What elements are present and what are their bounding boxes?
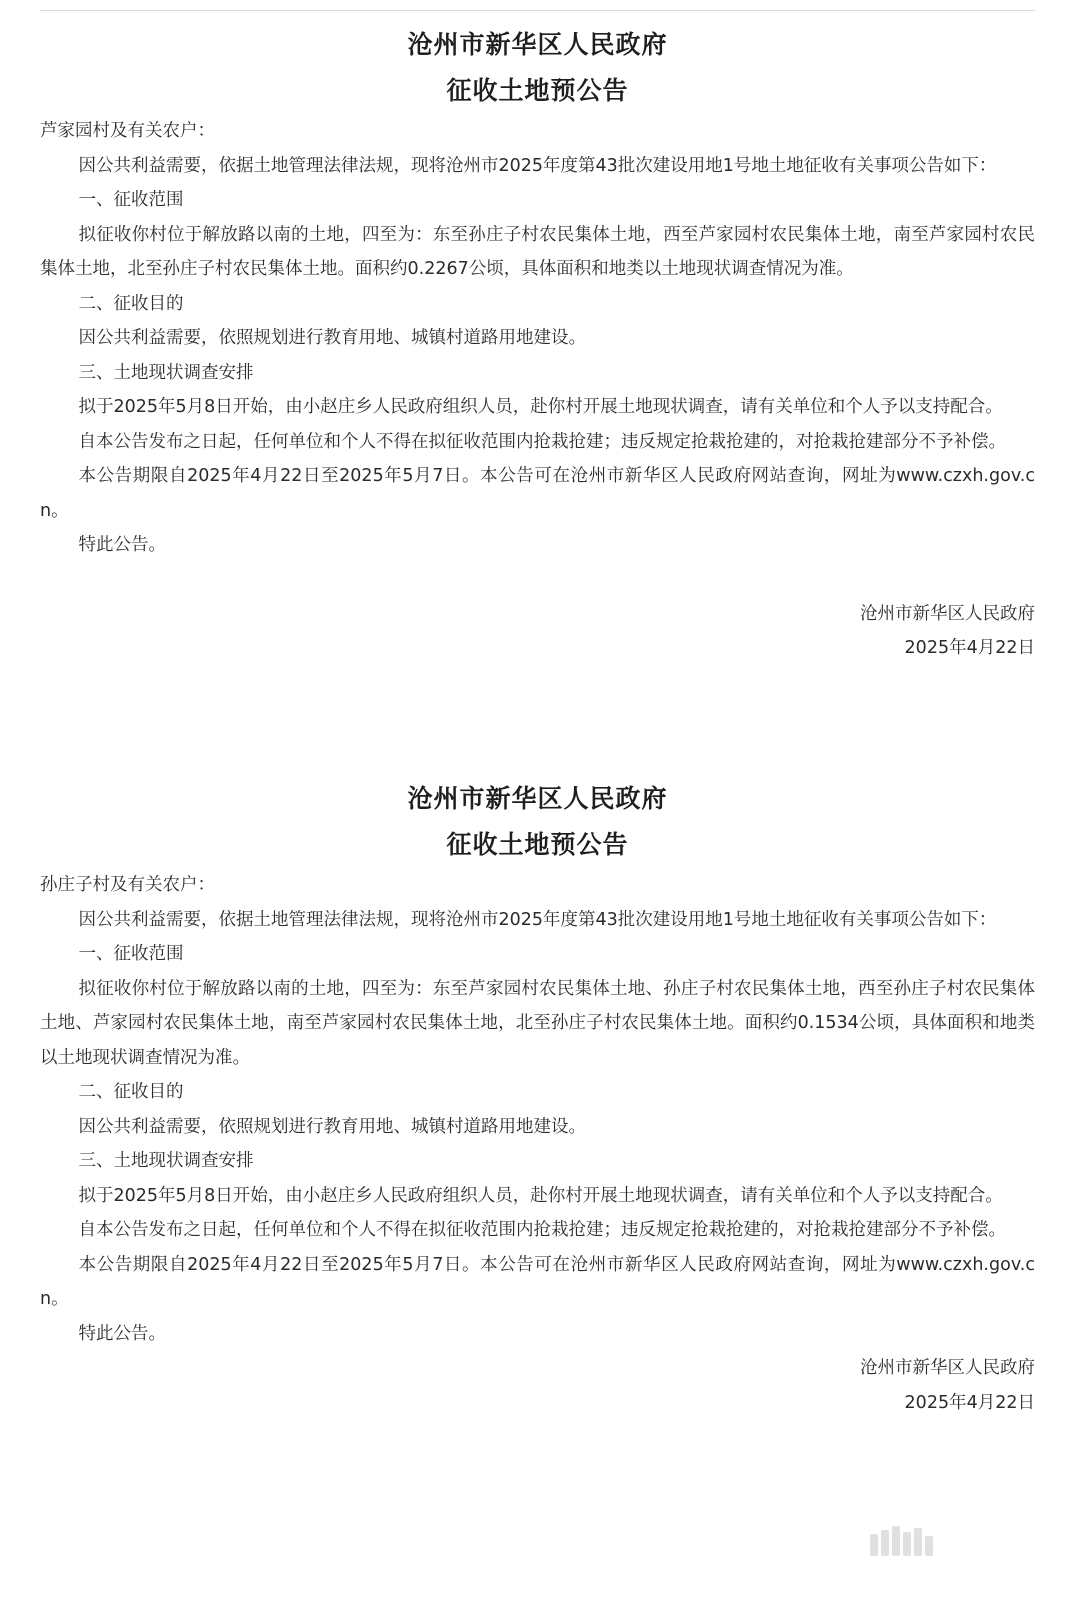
notice-closing: 特此公告。 [78,1323,166,1344]
notice-title-subject: 征收土地预公告 [446,76,629,105]
notice-title-subject: 征收土地预公告 [446,830,629,859]
top-divider [40,10,1035,11]
section-text-scope: 拟征收你村位于解放路以南的土地，四至为：东至孙庄子村农民集体土地，西至芦家园村农民集体土地，南至芦家园村农民集体土地，北至孙庄子村农民集体土地。面积约0.2267公顷，具体面积和地类以土地现状调查情况为准。 [40,224,1035,279]
notice-signer: 沧州市新华区人民政府 [860,603,1035,624]
notice-addressee: 芦家园村及有关农户： [40,121,215,141]
notice-closing: 特此公告。 [78,535,166,555]
notice-period: 本公告期限自2025年4月22日至2025年5月7日。本公告可在沧州市新华区人民政府网站查询，网址为www.czxh.gov.cn。 [40,466,1035,521]
section-heading-purpose: 二、征收目的 [78,293,184,314]
section-heading-survey: 三、土地现状调查安排 [78,362,254,383]
section-heading-survey: 三、土地现状调查安排 [78,1151,254,1171]
notice-prohibition: 自本公告发布之日起，任何单位和个人不得在拟征收范围内抢栽抢建；违反规定抢栽抢建的，对抢栽抢建部分不予补偿。 [78,431,1006,452]
watermark-icon [870,1524,1030,1556]
section-heading-purpose: 二、征收目的 [78,1082,184,1102]
section-text-survey: 拟于2025年5月8日开始，由小赵庄乡人民政府组织人员，赴你村开展土地现状调查，请有关单位和个人予以支持配合。 [78,1185,1003,1206]
notice-signer: 沧州市新华区人民政府 [860,1358,1035,1378]
section-text-scope: 拟征收你村位于解放路以南的土地，四至为：东至芦家园村农民集体土地、孙庄子村农民集体土地，西至孙庄子村农民集体土地、芦家园村农民集体土地，南至芦家园村农民集体土地，北至孙庄子村农民集体土地。面积约0.1534公顷，具体面积和地类以土地现状调查情况为准。 [40,978,1035,1068]
section-text-purpose: 因公共利益需要，依照规划进行教育用地、城镇村道路用地建设。 [78,328,586,348]
notice-title-issuer: 沧州市新华区人民政府 [407,30,668,59]
notice-prohibition: 自本公告发布之日起，任何单位和个人不得在拟征收范围内抢栽抢建；违反规定抢栽抢建的，对抢栽抢建部分不予补偿。 [78,1220,1006,1240]
notice-intro: 因公共利益需要，依据土地管理法律法规，现将沧州市2025年度第43批次建设用地1号地土地征收有关事项公告如下： [78,155,997,176]
notice-intro: 因公共利益需要，依据土地管理法律法规，现将沧州市2025年度第43批次建设用地1号地土地征收有关事项公告如下： [78,909,997,930]
section-heading-scope: 一、征收范围 [78,944,184,964]
section-heading-scope: 一、征收范围 [78,190,184,210]
notice-sunzhuangzi [40,776,1035,1420]
section-text-survey: 拟于2025年5月8日开始，由小赵庄乡人民政府组织人员，赴你村开展土地现状调查，请有关单位和个人予以支持配合。 [78,397,1003,417]
notice-date: 2025年4月22日 [904,1392,1035,1413]
notice-period: 本公告期限自2025年4月22日至2025年5月7日。本公告可在沧州市新华区人民政府网站查询，网址为www.czxh.gov.cn。 [40,1254,1035,1309]
notice-lujiayuan [40,22,1035,666]
spacer [40,563,1035,597]
section-text-purpose: 因公共利益需要，依照规划进行教育用地、城镇村道路用地建设。 [78,1116,586,1137]
notice-title-issuer: 沧州市新华区人民政府 [407,784,668,813]
notice-date: 2025年4月22日 [904,638,1035,658]
notice-addressee: 孙庄子村及有关农户： [40,875,215,895]
